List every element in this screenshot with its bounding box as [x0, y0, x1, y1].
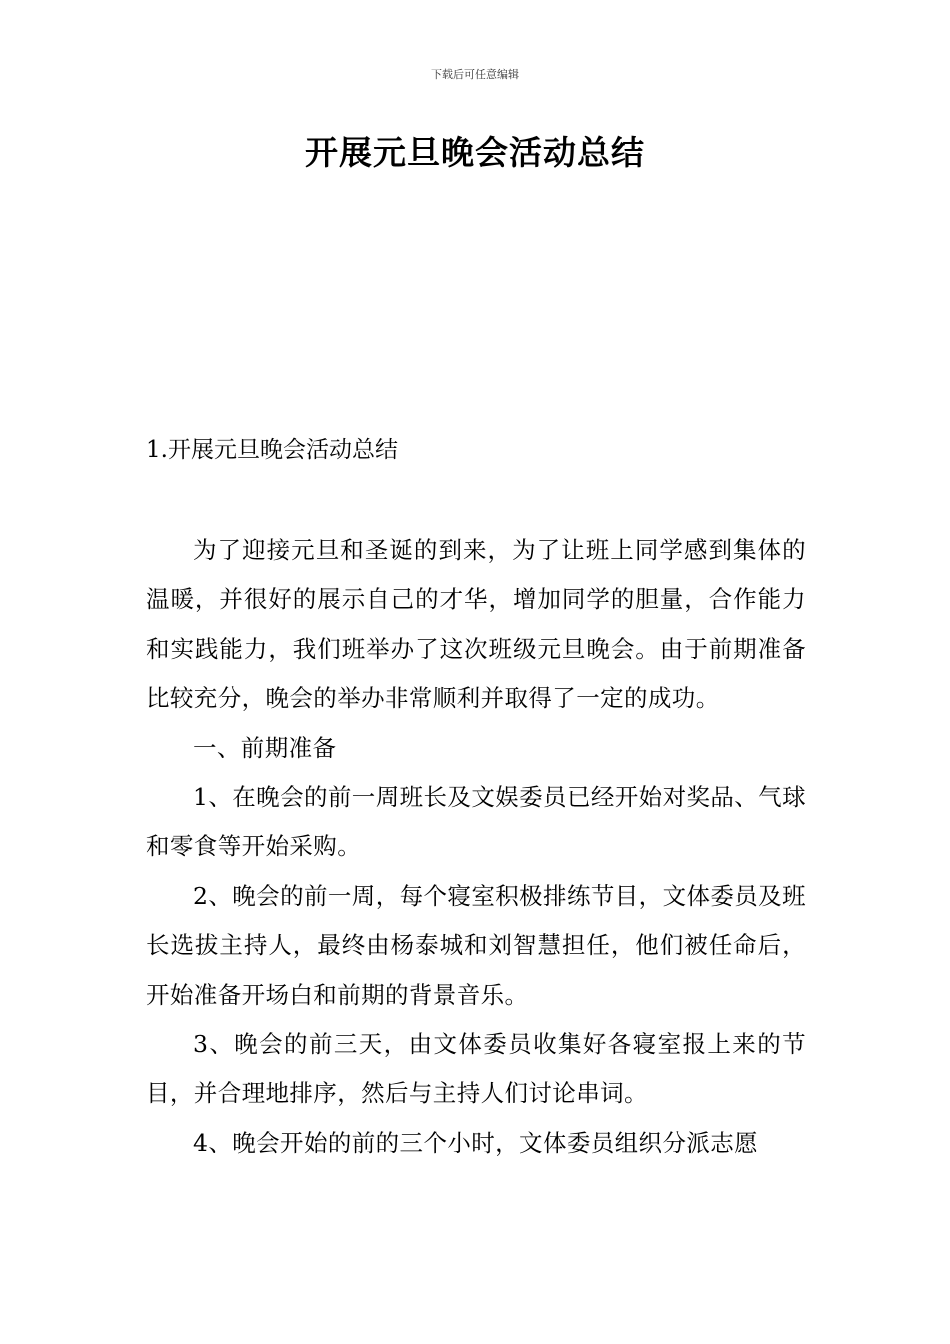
paragraph-item-1: 1、在晚会的前一周班长及文娱委员已经开始对奖品、气球和零食等开始采购。 — [146, 783, 806, 861]
paragraph-heading-preparation: 一、前期准备 — [193, 733, 337, 762]
section-heading: 1.开展元旦晚会活动总结 — [146, 437, 398, 463]
paragraph-item-4: 4、晚会开始的前的三个小时，文体委员组织分派志愿 — [193, 1128, 759, 1157]
document-title: 开展元旦晚会活动总结 — [305, 133, 645, 172]
paragraph-item-3: 3、晚会的前三天，由文体委员收集好各寝室报上来的节目，并合理地排序，然后与主持人们讨论串词。 — [146, 1030, 806, 1108]
paragraph-item-2: 2、晚会的前一周，每个寝室积极排练节目，文体委员及班长选拔主持人，最终由杨泰城和刘智慧担任，他们被任命后，开始准备开场白和前期的背景音乐。 — [146, 881, 806, 1009]
paragraph-intro: 为了迎接元旦和圣诞的到来，为了让班上同学感到集体的温暖，并很好的展示自己的才华，增加同学的胆量，合作能力和实践能力，我们班举办了这次班级元旦晚会。由于前期准备比较充分，晚会的举办非常顺利并取得了一定的成功。 — [146, 536, 806, 713]
header-note: 下载后可任意编辑 — [431, 68, 519, 81]
document-body — [146, 526, 806, 1168]
